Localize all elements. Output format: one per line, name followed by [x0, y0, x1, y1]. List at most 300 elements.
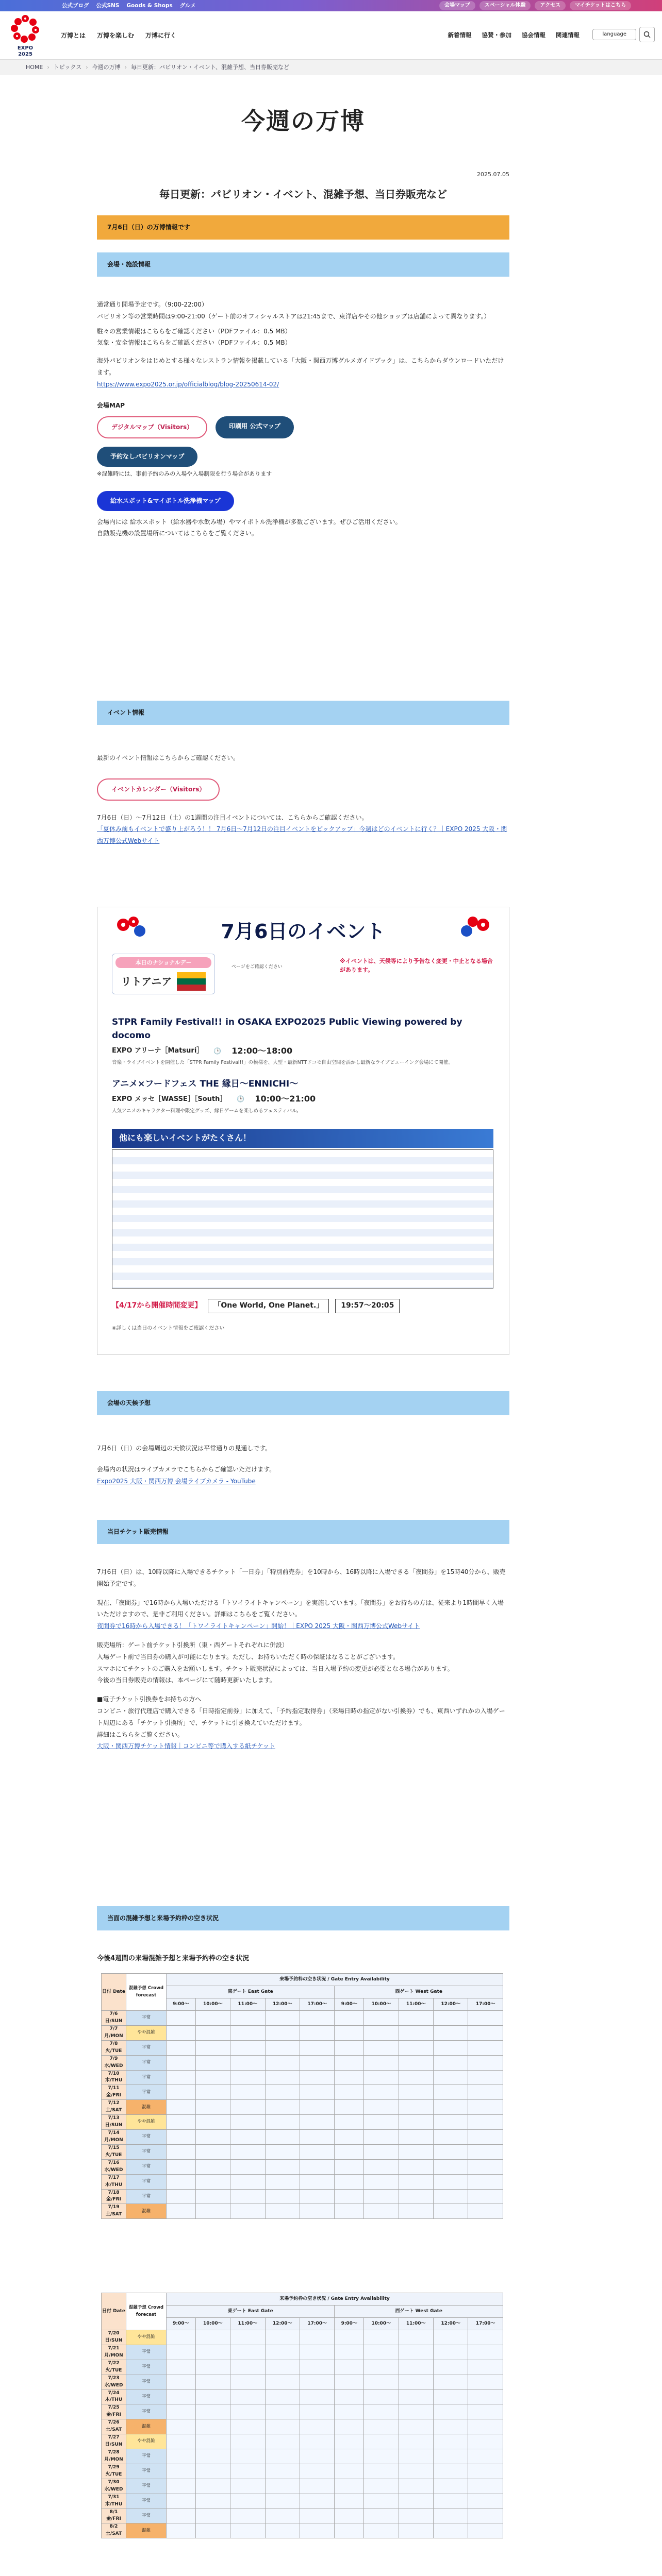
expo-logo[interactable]: [7, 13, 43, 58]
header-slots: 来場予約枠の空き状況 / Gate Entry Availability: [167, 1974, 503, 1986]
table-row: [102, 2144, 503, 2159]
row-date: 7/12 土/SAT: [102, 2100, 126, 2115]
slot-cell: [265, 2523, 300, 2538]
header-time-slot: 17:00～: [300, 1998, 335, 2011]
slot-cell: [399, 2509, 433, 2523]
clock-icon-2: 🕒: [237, 1095, 245, 1103]
slot-cell: [300, 2144, 335, 2159]
slot-cell: [434, 2115, 468, 2130]
slot-cell: [364, 2509, 399, 2523]
slot-cell: [167, 2464, 196, 2479]
event-1-venue: EXPO アリーナ［Matsuri］: [112, 1047, 204, 1055]
slot-cell: [399, 2404, 433, 2419]
breadcrumb-topics[interactable]: トピックス: [53, 64, 82, 71]
slot-cell: [434, 2100, 468, 2115]
slot-cell: [195, 2189, 230, 2204]
row-date: 7/26 土/SAT: [102, 2419, 126, 2434]
slot-cell: [195, 2419, 230, 2434]
slot-cell: [335, 2494, 364, 2509]
row-forecast: 平常: [126, 2494, 167, 2509]
slot-cell: [230, 2434, 265, 2449]
slot-cell: [434, 2360, 468, 2375]
slot-cell: [399, 2330, 433, 2345]
slot-cell: [468, 2479, 503, 2494]
row-forecast: 平常: [126, 2449, 167, 2464]
slot-cell: [265, 2204, 300, 2219]
header-time-slot: 10:00～: [364, 1998, 399, 2011]
slot-cell: [265, 2130, 300, 2145]
slot-cell: [399, 2130, 433, 2145]
row-forecast: 平常: [126, 2040, 167, 2055]
slot-cell: [265, 2479, 300, 2494]
row-forecast: 平常: [126, 2345, 167, 2360]
slot-cell: [300, 2085, 335, 2100]
slot-cell: [335, 2040, 364, 2055]
top-link-spatial[interactable]: スペーシャル体験: [479, 1, 531, 10]
tickets-section-bar: 当日チケット販売情報: [97, 1520, 509, 1544]
slot-cell: [335, 2144, 364, 2159]
venue-map-label: 会場MAP: [97, 401, 125, 409]
row-date: 7/27 日/SUN: [102, 2434, 126, 2449]
header-time-slot: 17:00～: [300, 2318, 335, 2330]
table-row: [102, 2404, 503, 2419]
slot-cell: [364, 2025, 399, 2040]
venue-weather-info[interactable]: 気象・安全情報はこちらをご確認ください（PDFファイル：0.5 MB）: [97, 339, 291, 347]
top-link-blog[interactable]: 公式ブログ: [62, 2, 89, 9]
slot-cell: [468, 2464, 503, 2479]
row-date: 7/8 火/TUE: [102, 2040, 126, 2055]
slot-cell: [300, 2025, 335, 2040]
slot-cell: [364, 2389, 399, 2404]
slot-cell: [195, 2434, 230, 2449]
header-date: 日付 Date: [102, 1974, 126, 2011]
national-day-label: 本日のナショナルデー: [115, 957, 211, 968]
slot-cell: [195, 2509, 230, 2523]
slot-cell: [300, 2189, 335, 2204]
slot-cell: [265, 2100, 300, 2115]
publish-date: 2025.07.05: [477, 171, 509, 178]
slot-cell: [300, 2464, 335, 2479]
search-button[interactable]: [639, 27, 655, 42]
tickets-p5: スマホにてチケットのご購入をお願いします。チケット販売状況によっては、当日入場予約の変更が必要となる場合があります。: [97, 1665, 454, 1672]
table-row: [102, 2100, 503, 2115]
slot-cell: [300, 2011, 335, 2026]
slot-cell: [265, 2464, 300, 2479]
row-date: 7/15 火/TUE: [102, 2144, 126, 2159]
slot-cell: [364, 2011, 399, 2026]
breadcrumb: HOME › トピックス › 今週の万博 › 毎日更新：パビリオン・イベント、混雑予想、当日券販売など: [0, 60, 662, 75]
slot-cell: [399, 2100, 433, 2115]
slot-cell: [167, 2085, 196, 2100]
tickets-p9[interactable]: 詳細はこちらをご覧ください。: [97, 1731, 184, 1738]
congestion-heading: 今後4週間の来場混雑予想と来場予約枠の空き状況: [97, 1955, 250, 1962]
venue-gourmet-guide: 海外パビリオンをはじめとする様々なレストラン情報を掲載している「大阪・関西万博グルメガイドブック」は、こちらからダウンロードいただけます。: [97, 357, 504, 376]
slot-cell: [335, 2419, 364, 2434]
tickets-p7: ■電子チケット引換券をお持ちの方へ: [97, 1696, 202, 1703]
header-east-gate: 東ゲート East Gate: [167, 2306, 335, 2318]
slot-cell: [434, 2189, 468, 2204]
top-link-sns[interactable]: 公式SNS: [96, 2, 120, 9]
slot-cell: [230, 2479, 265, 2494]
slot-cell: [335, 2434, 364, 2449]
header-slots: 来場予約枠の空き状況 / Gate Entry Availability: [167, 2293, 503, 2306]
nav-sponsor[interactable]: 協賛・参加: [482, 31, 511, 39]
event-1-time: 12:00〜18:00: [231, 1045, 293, 1056]
slot-cell: [167, 2419, 196, 2434]
slot-cell: [300, 2389, 335, 2404]
row-forecast: 混雑: [126, 2204, 167, 2219]
row-date: 7/13 日/SUN: [102, 2115, 126, 2130]
slot-cell: [434, 2330, 468, 2345]
slot-cell: [335, 2100, 364, 2115]
slot-cell: [230, 2464, 265, 2479]
slot-cell: [364, 2100, 399, 2115]
flyer-footer-c: 19:57〜20:05: [335, 1299, 400, 1313]
slot-cell: [167, 2389, 196, 2404]
breadcrumb-current: 毎日更新：パビリオン・イベント、混雑予想、当日券販売など: [131, 64, 289, 71]
site-header: [0, 11, 662, 60]
slot-cell: [335, 2130, 364, 2145]
no-reservation-map-button[interactable]: 予約なしパビリオンマップ: [97, 447, 197, 467]
slot-cell: [335, 2479, 364, 2494]
row-date: 7/21 月/MON: [102, 2345, 126, 2360]
slot-cell: [399, 2025, 433, 2040]
slot-cell: [230, 2204, 265, 2219]
myaku-mascot-icon-right: [457, 914, 493, 948]
table-row: [102, 2419, 503, 2434]
slot-cell: [434, 2464, 468, 2479]
slot-cell: [167, 2479, 196, 2494]
slot-cell: [167, 2509, 196, 2523]
table-row: [102, 2449, 503, 2464]
slot-cell: [335, 2085, 364, 2100]
slot-cell: [399, 2144, 433, 2159]
slot-cell: [335, 2389, 364, 2404]
row-forecast: 平常: [126, 2389, 167, 2404]
slot-cell: [335, 2360, 364, 2375]
flyer-title: 7月6日のイベント: [221, 920, 386, 943]
event-2-desc: 人気アニメのキャラクター料理や限定グッズ、縁日ゲームを楽しめるフェスティバル。: [112, 1108, 302, 1114]
nav-about[interactable]: 万博とは: [61, 32, 86, 39]
slot-cell: [468, 2523, 503, 2538]
slot-cell: [434, 2085, 468, 2100]
slot-cell: [265, 2330, 300, 2345]
slot-cell: [230, 2494, 265, 2509]
header-time-slot: 17:00～: [468, 1998, 503, 2011]
tickets-p2[interactable]: 現在、「夜間券」で16時から入場いただける「トワイライトキャンペーン」を実施しています。「夜間券」をお持ちの方は、従来より1時間早く入場いただけますので、是非ご利用ください。詳細はこちらをご覧ください。: [97, 1599, 504, 1618]
twilight-campaign-link[interactable]: 夜間券で16時から入場できる！「トワイライトキャンペーン」開始！｜EXPO 2025 大阪・関西万博公式Webサイト: [97, 1622, 420, 1630]
slot-cell: [167, 2330, 196, 2345]
slot-cell: [399, 2419, 433, 2434]
events-weekly-link[interactable]: 「夏休み前もイベントで盛り上がろう！！ 7月6日〜7月12日の注目イベントをピックアップ」今週はどのイベントに行く？｜EXPO 2025 大阪・関西万博公式Webサイト: [97, 825, 507, 845]
slot-cell: [265, 2085, 300, 2100]
header-time-slot: 12:00～: [265, 1998, 300, 2011]
slot-cell: [434, 2130, 468, 2145]
slot-cell: [167, 2345, 196, 2360]
slot-cell: [300, 2174, 335, 2189]
slot-cell: [195, 2389, 230, 2404]
slot-cell: [167, 2025, 196, 2040]
row-date: 7/10 木/THU: [102, 2070, 126, 2085]
slot-cell: [434, 2345, 468, 2360]
slot-cell: [434, 2375, 468, 2389]
slot-cell: [335, 2509, 364, 2523]
slot-cell: [335, 2404, 364, 2419]
slot-cell: [195, 2055, 230, 2070]
weather-livecam-intro[interactable]: 会場内の状況はライブカメラでこちらからご確認いただけます。: [97, 1465, 276, 1473]
row-date: 8/1 金/FRI: [102, 2509, 126, 2523]
event-calendar-button[interactable]: イベントカレンダー（Visitors）: [97, 778, 220, 801]
slot-cell: [364, 2055, 399, 2070]
breadcrumb-home[interactable]: HOME: [26, 64, 43, 71]
top-link-goods[interactable]: Goods & Shops: [126, 2, 173, 9]
slot-cell: [265, 2040, 300, 2055]
row-forecast: やや混雑: [126, 2434, 167, 2449]
slot-cell: [230, 2159, 265, 2174]
livecam-link[interactable]: Expo2025 大阪・関西万博 会場ライブカメラ - YouTube: [97, 1477, 256, 1485]
slot-cell: [265, 2449, 300, 2464]
slot-cell: [265, 2419, 300, 2434]
row-date: 8/2 土/SAT: [102, 2523, 126, 2538]
slot-cell: [300, 2494, 335, 2509]
gourmet-guide-link[interactable]: https://www.expo2025.or.jp/officialblog/blog-20250614-02/: [97, 380, 279, 388]
top-bar: [0, 0, 662, 11]
table-row: [102, 2189, 503, 2204]
slot-cell: [399, 2479, 433, 2494]
row-date: 7/7 月/MON: [102, 2025, 126, 2040]
slot-cell: [230, 2055, 265, 2070]
slot-cell: [468, 2144, 503, 2159]
slot-cell: [167, 2055, 196, 2070]
row-forecast: 平常: [126, 2479, 167, 2494]
slot-cell: [167, 2100, 196, 2115]
slot-cell: [265, 2509, 300, 2523]
row-forecast: 平常: [126, 2011, 167, 2026]
event-2-venue: EXPO メッセ［WASSE］［South］: [112, 1095, 227, 1103]
water-spot-map-button[interactable]: 給水スポット&マイボトル洗浄機マップ: [97, 491, 234, 511]
slot-cell: [364, 2479, 399, 2494]
slot-cell: [335, 2204, 364, 2219]
slot-cell: [434, 2011, 468, 2026]
tickets-p1: 7月6日（日）は、10時以降に入場できるチケット「一日券」「特別前売券」を10時から、16時以降に入場できる「夜間券」を15時40分から、販売開始予定です。: [97, 1568, 506, 1587]
slot-cell: [167, 2204, 196, 2219]
venue-parking-info[interactable]: 駐々の営業情報はこちらをご確認ください（PDFファイル：0.5 MB）: [97, 327, 291, 335]
slot-cell: [434, 2479, 468, 2494]
header-time-slot: 10:00～: [195, 2318, 230, 2330]
slot-cell: [468, 2345, 503, 2360]
tickets-p6: 今後の当日券販売の情報は、本ページにて随時更新いたします。: [97, 1676, 276, 1684]
slot-cell: [265, 2345, 300, 2360]
top-link-map[interactable]: 会場マップ: [439, 1, 475, 10]
event-2-title: アニメ×フードフェス THE 縁日〜ENNICHI〜: [112, 1079, 299, 1089]
slot-cell: [195, 2375, 230, 2389]
slot-cell: [468, 2025, 503, 2040]
row-date: 7/20 日/SUN: [102, 2330, 126, 2345]
events-intro[interactable]: 最新のイベント情報はこちらからご確認ください。: [97, 754, 240, 761]
header-time-slot: 10:00～: [364, 2318, 399, 2330]
slot-cell: [230, 2115, 265, 2130]
tickets-p4: 入場ゲート前で当日券の購入が可能になります。ただし、お持ちいただく時の保証はなることがございます。: [97, 1653, 400, 1660]
slot-cell: [434, 2204, 468, 2219]
slot-cell: [468, 2189, 503, 2204]
header-time-slot: 11:00～: [230, 2318, 265, 2330]
slot-cell: [364, 2040, 399, 2055]
slot-cell: [195, 2070, 230, 2085]
header-time-slot: 12:00～: [265, 2318, 300, 2330]
row-forecast: 平常: [126, 2189, 167, 2204]
slot-cell: [230, 2523, 265, 2538]
nav-association[interactable]: 協会情報: [522, 31, 545, 39]
table-row: [102, 2523, 503, 2538]
congestion-section-bar: 当面の混雑予想と来場予約枠の空き状況: [97, 1906, 509, 1930]
slot-cell: [300, 2040, 335, 2055]
event-schedule-table: [112, 1149, 493, 1289]
slot-cell: [265, 2389, 300, 2404]
top-link-access[interactable]: アクセス: [535, 1, 566, 10]
slot-cell: [300, 2204, 335, 2219]
table-row: [102, 2494, 503, 2509]
events-weekly[interactable]: 7月6日（日）〜7月12日（土）の1週間の注目イベントについては、こちらからご確認ください。: [97, 814, 368, 821]
row-forecast: 平常: [126, 2130, 167, 2145]
svg-text:2025: 2025: [18, 52, 32, 57]
slot-cell: [364, 2115, 399, 2130]
slot-cell: [195, 2025, 230, 2040]
slot-cell: [468, 2055, 503, 2070]
slot-cell: [468, 2174, 503, 2189]
slot-cell: [364, 2130, 399, 2145]
nav-go[interactable]: 万博に行く: [145, 32, 177, 39]
event-1-desc: 音楽・ライブイベントを開催した「STPR Family Festival!!」の模様を、大型・最新NTTドコモ自由空間を活かし最新なライブビューイング会場にて開催。: [112, 1060, 454, 1066]
slot-cell: [335, 2174, 364, 2189]
slot-cell: [364, 2159, 399, 2174]
slot-cell: [399, 2345, 433, 2360]
event-1-title: STPR Family Festival!! in OSAKA EXPO2025 Public Viewing powered by docomo: [112, 1017, 462, 1041]
nav-related[interactable]: 関連情報: [556, 31, 580, 39]
slot-cell: [468, 2330, 503, 2345]
slot-cell: [300, 2345, 335, 2360]
print-map-button[interactable]: 印刷用 公式マップ: [216, 416, 294, 438]
slot-cell: [468, 2449, 503, 2464]
slot-cell: [195, 2040, 230, 2055]
row-date: 7/17 木/THU: [102, 2174, 126, 2189]
header-time-slot: 11:00～: [399, 2318, 433, 2330]
top-link-myticket[interactable]: マイチケットはこちら: [570, 1, 631, 10]
table-row: [102, 2509, 503, 2523]
breadcrumb-weekly[interactable]: 今週の万博: [92, 64, 121, 71]
slot-cell: [399, 2055, 433, 2070]
myaku-myaku-logo-icon: [7, 13, 43, 58]
nav-enjoy[interactable]: 万博を楽しむ: [97, 32, 135, 39]
lithuania-flag-icon: [177, 972, 206, 991]
slot-cell: [399, 2434, 433, 2449]
water-spot-note: 会場内には 給水スポット（給水器や水飲み場）やマイボトル洗浄機が多数ございます。ぜひご活用ください。: [97, 518, 402, 526]
slot-cell: [364, 2434, 399, 2449]
digital-map-button[interactable]: デジタルマップ（Visitors）: [97, 416, 207, 438]
table-row: [102, 2115, 503, 2130]
no-reservation-note: ※混雑時には、事前予約のみの入場や入場制限を行う場合があります: [97, 470, 272, 477]
top-link-gourmet[interactable]: グルメ: [179, 2, 196, 9]
flyer-footer-b: 「One World, One Planet.」: [208, 1299, 329, 1313]
slot-cell: [300, 2115, 335, 2130]
slot-cell: [364, 2174, 399, 2189]
slot-cell: [195, 2464, 230, 2479]
slot-cell: [364, 2494, 399, 2509]
slot-cell: [399, 2174, 433, 2189]
slot-cell: [230, 2449, 265, 2464]
slot-cell: [399, 2360, 433, 2375]
slot-cell: [230, 2174, 265, 2189]
slot-cell: [335, 2159, 364, 2174]
slot-cell: [399, 2011, 433, 2026]
slot-cell: [364, 2404, 399, 2419]
venue-pavilion-hours: パビリオン等の営業時間は9:00-21:00（ゲート前のオフィシャルストアは21:45まで、東洋店やその他ショップは店舗によって異なります。）: [97, 312, 490, 320]
slot-cell: [195, 2144, 230, 2159]
row-forecast: 平常: [126, 2404, 167, 2419]
slot-cell: [167, 2404, 196, 2419]
slot-cell: [300, 2375, 335, 2389]
slot-cell: [364, 2144, 399, 2159]
row-forecast: 平常: [126, 2509, 167, 2523]
table-row: [102, 2025, 503, 2040]
vending-note[interactable]: 自動販売機の設置場所についてはこちらをご覧ください。: [97, 530, 258, 537]
table-row: [102, 2464, 503, 2479]
header-time-slot: 9:00～: [335, 1998, 364, 2011]
events-section-bar: イベント情報: [97, 701, 509, 725]
slot-cell: [300, 2360, 335, 2375]
slot-cell: [399, 2523, 433, 2538]
slot-cell: [399, 2375, 433, 2389]
slot-cell: [195, 2404, 230, 2419]
slot-cell: [399, 2070, 433, 2085]
slot-cell: [335, 2345, 364, 2360]
table-row: [102, 2434, 503, 2449]
slot-cell: [335, 2025, 364, 2040]
nav-news[interactable]: 新着情報: [448, 31, 472, 39]
slot-cell: [399, 2449, 433, 2464]
slot-cell: [265, 2189, 300, 2204]
slot-cell: [364, 2345, 399, 2360]
row-forecast: 平常: [126, 2159, 167, 2174]
slot-cell: [434, 2434, 468, 2449]
slot-cell: [335, 2070, 364, 2085]
slot-cell: [364, 2330, 399, 2345]
slot-cell: [335, 2449, 364, 2464]
slot-cell: [335, 2055, 364, 2070]
flyer-footer-d: ※詳しくは当日のイベント情報をご確認ください: [112, 1326, 225, 1331]
slot-cell: [468, 2375, 503, 2389]
header-time-slot: 9:00～: [167, 1998, 196, 2011]
slot-cell: [300, 2100, 335, 2115]
header-west-gate: 西ゲート West Gate: [335, 2306, 503, 2318]
slot-cell: [434, 2509, 468, 2523]
slot-cell: [167, 2144, 196, 2159]
event-flyer: [97, 907, 509, 1355]
slot-cell: [468, 2159, 503, 2174]
tickets-p3: 販売場所：ゲート前チケット引換所（東・西ゲートそれぞれに併設）: [97, 1641, 288, 1649]
slot-cell: [468, 2360, 503, 2375]
slot-cell: [230, 2189, 265, 2204]
page-subtitle: 毎日更新：パビリオン・イベント、混雑予想、当日券販売など: [159, 188, 447, 200]
row-forecast: 平常: [126, 2375, 167, 2389]
slot-cell: [434, 2389, 468, 2404]
tickets-p8: コンビニ・旅行代理店で購入できる「日時指定前券」に加えて、「予約指定取得券」（来場日時の指定がない引換券）でも、東西いずれかの入場ゲート周辺にある「チケット引換所」で、チケットに引き換えていただけます。: [97, 1707, 505, 1726]
header-time-slot: 9:00～: [167, 2318, 196, 2330]
language-select[interactable]: language: [592, 29, 636, 40]
slot-cell: [468, 2404, 503, 2419]
clock-icon: 🕒: [213, 1047, 222, 1055]
paper-ticket-link[interactable]: 大阪・関西万博チケット情報｜コンビニ等で購入する紙チケット: [97, 1742, 275, 1750]
national-day-country: リトアニア: [121, 975, 172, 988]
